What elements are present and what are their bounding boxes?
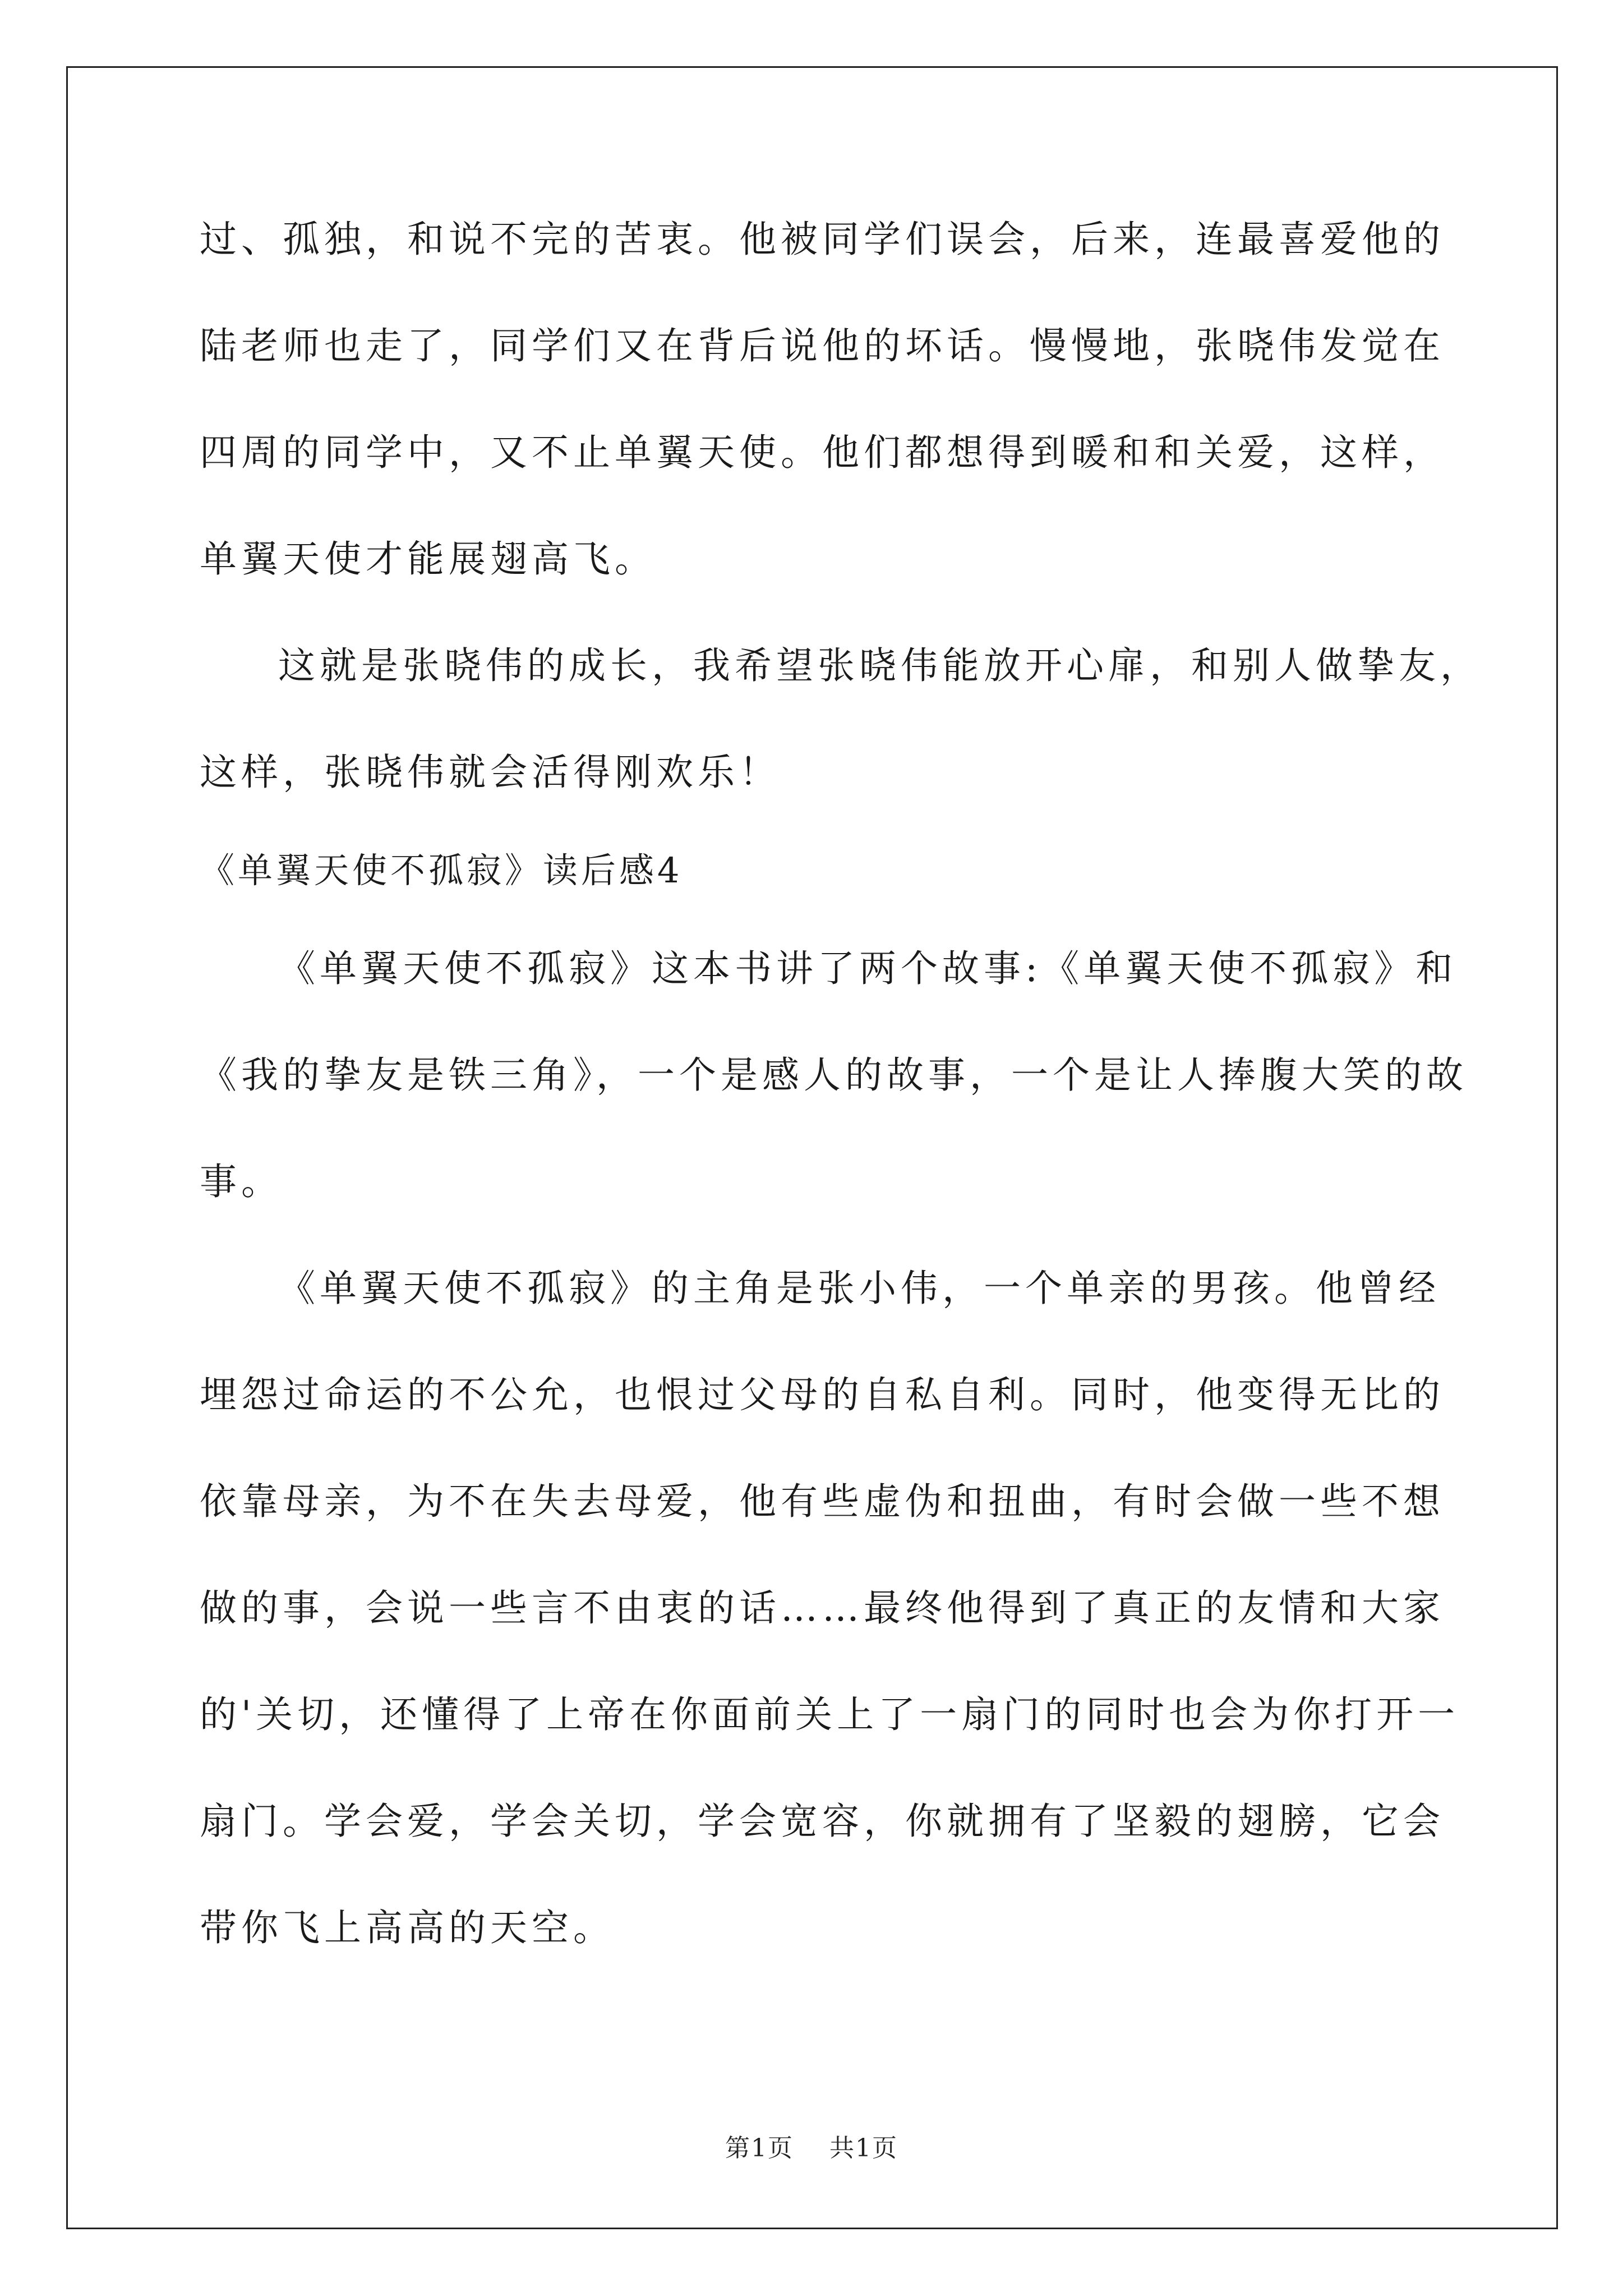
paragraph-line: 《单翼天使不孤寂》的主角是张小伟，一个单亲的男孩。他曾经: [278, 1267, 1440, 1310]
paragraph-line: 扇门。学会爱，学会关切，学会宽容，你就拥有了坚毅的翅膀，它会: [200, 1800, 1445, 1843]
section-heading: 《单翼天使不孤寂》读后感4: [200, 850, 683, 891]
paragraph-line: 事。: [200, 1160, 283, 1203]
paragraph-line: 依靠母亲，为不在失去母爱，他有些虚伪和扭曲，有时会做一些不想: [200, 1480, 1445, 1523]
paragraph-line: 过、孤独，和说不完的苦衷。他被同学们误会，后来，连最喜爱他的: [200, 218, 1445, 261]
paragraph-line: 这样，张晓伟就会活得刚欢乐！: [200, 751, 781, 794]
paragraph-line: 四周的同学中，又不止单翼天使。他们都想得到暖和和关爱，这样，: [200, 431, 1445, 474]
page-number-total: 共1页: [829, 2134, 898, 2162]
page-number-current: 第1页: [725, 2134, 794, 2162]
paragraph-line: 这就是张晓伟的成长，我希望张晓伟能放开心扉，和别人做挚友，: [278, 644, 1482, 687]
paragraph-line: 陆老师也走了，同学们又在背后说他的坏话。慢慢地，张晓伟发觉在: [200, 324, 1445, 367]
paragraph-line: 《我的挚友是铁三角》，一个是感人的故事，一个是让人捧腹大笑的故: [200, 1053, 1468, 1097]
paragraph-line: 《单翼天使不孤寂》这本书讲了两个故事:《单翼天使不孤寂》和: [278, 947, 1458, 990]
page-footer: [0, 2132, 1623, 2165]
paragraph-line: 做的事，会说一些言不由衷的话……最终他得到了真正的友情和大家: [200, 1586, 1445, 1630]
paragraph-line: 单翼天使才能展翅高飞。: [200, 537, 656, 581]
paragraph-line: 的'关切，还懂得了上帝在你面前关上了一扇门的同时也会为你打开一: [200, 1693, 1460, 1736]
paragraph-line: 埋怨过命运的不公允，也恨过父母的自私自利。同时，他变得无比的: [200, 1373, 1445, 1416]
paragraph-line: 带你飞上高高的天空。: [200, 1906, 615, 1949]
